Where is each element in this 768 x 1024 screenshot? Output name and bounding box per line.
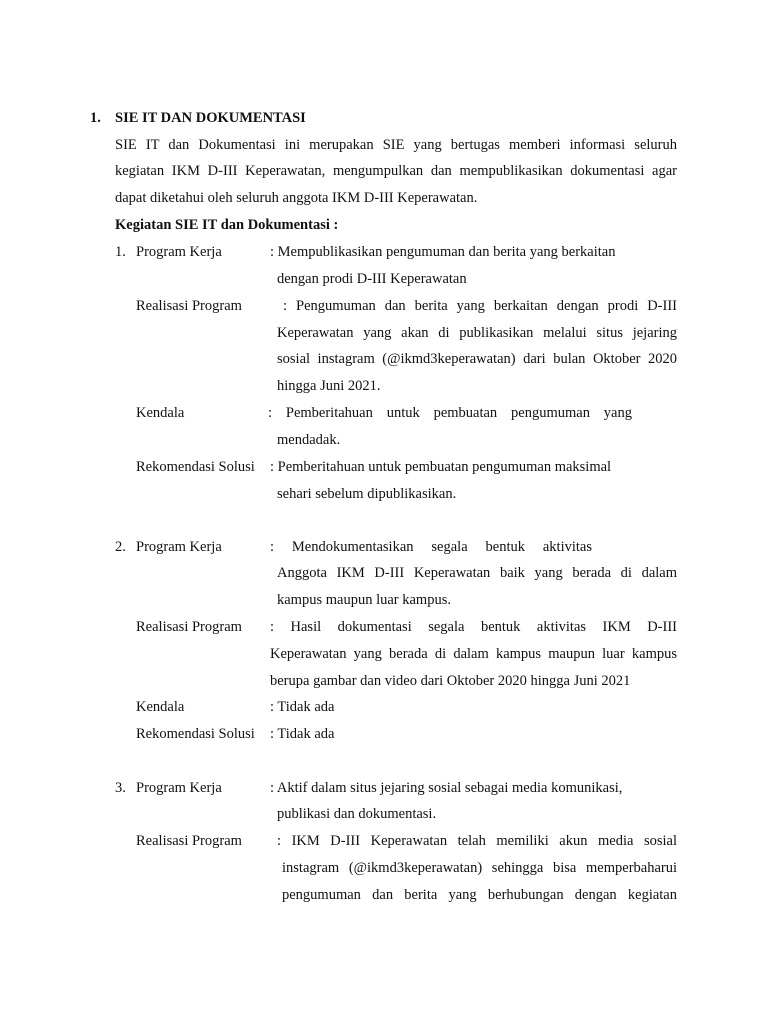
- field-value-line: instagram (@ikmd3keperawatan) sehingga bisa memperbaharui: [282, 860, 677, 876]
- field-value-line: : Tidak ada: [270, 726, 335, 742]
- field-value-line: : Pemberitahuan untuk pembuatan pengumuman maksimal: [270, 459, 612, 475]
- field-label: Program Kerja: [136, 539, 222, 555]
- field-value-line: : Mempublikasikan pengumuman dan berita yang berkaitan: [270, 244, 616, 260]
- field-label: Program Kerja: [136, 244, 222, 260]
- field-value-line: Anggota IKM D-III Keperawatan baik yang berada di dalam: [277, 565, 677, 581]
- field-value-line: kampus maupun luar kampus.: [277, 592, 451, 608]
- field-value-line: : Mendokumentasikan segala bentuk aktivitas: [270, 539, 592, 555]
- field-value-line: hingga Juni 2021.: [277, 378, 381, 394]
- field-value-line: : Pemberitahuan untuk pembuatan pengumuman yang: [268, 405, 632, 421]
- field-value-line: sosial instagram (@ikmd3keperawatan) dari bulan Oktober 2020: [277, 351, 677, 367]
- program-number: 3.: [115, 780, 126, 796]
- section-title: SIE IT DAN DOKUMENTASI: [115, 110, 306, 126]
- field-value-line: publikasi dan dokumentasi.: [277, 806, 437, 822]
- intro-line: kegiatan IKM D-III Keperawatan, mengumpulkan dan mempublikasikan dokumentasi agar: [115, 163, 677, 179]
- field-value-line: : Aktif dalam situs jejaring sosial sebagai media komunikasi,: [270, 780, 623, 796]
- field-label: Program Kerja: [136, 780, 222, 796]
- field-label: Rekomendasi Solusi: [136, 726, 255, 742]
- field-value-line: pengumuman dan berita yang berhubungan dengan kegiatan: [282, 887, 677, 903]
- field-label: Realisasi Program: [136, 619, 242, 635]
- field-value-line: Keperawatan yang berada di dalam kampus maupun luar kampus: [270, 646, 677, 662]
- field-value-line: mendadak.: [277, 432, 341, 448]
- program-number: 2.: [115, 539, 126, 555]
- field-value-line: : IKM D-III Keperawatan telah memiliki akun media sosial: [277, 833, 677, 849]
- field-label: Realisasi Program: [136, 833, 242, 849]
- kegiatan-heading: Kegiatan SIE IT dan Dokumentasi :: [115, 217, 339, 233]
- program-number: 1.: [115, 244, 126, 260]
- field-value-line: sehari sebelum dipublikasikan.: [277, 486, 457, 502]
- field-value-line: : Hasil dokumentasi segala bentuk aktivitas IKM D-III: [270, 619, 677, 635]
- intro-line: SIE IT dan Dokumentasi ini merupakan SIE yang bertugas memberi informasi seluruh: [115, 137, 677, 153]
- field-value-line: Keperawatan yang akan di publikasikan melalui situs jejaring: [277, 325, 677, 341]
- field-label: Kendala: [136, 405, 185, 421]
- field-value-line: : Pengumuman dan berita yang berkaitan dengan prodi D-III: [283, 298, 677, 314]
- field-label: Rekomendasi Solusi: [136, 459, 255, 475]
- field-label: Realisasi Program: [136, 298, 242, 314]
- field-value-line: dengan prodi D-III Keperawatan: [277, 271, 467, 287]
- intro-line: dapat diketahui oleh seluruh anggota IKM D-III Keperawatan.: [115, 190, 478, 206]
- field-value-line: : Tidak ada: [270, 699, 335, 715]
- section-number: 1.: [90, 110, 101, 126]
- field-value-line: berupa gambar dan video dari Oktober 2020 hingga Juni 2021: [270, 673, 631, 689]
- field-label: Kendala: [136, 699, 185, 715]
